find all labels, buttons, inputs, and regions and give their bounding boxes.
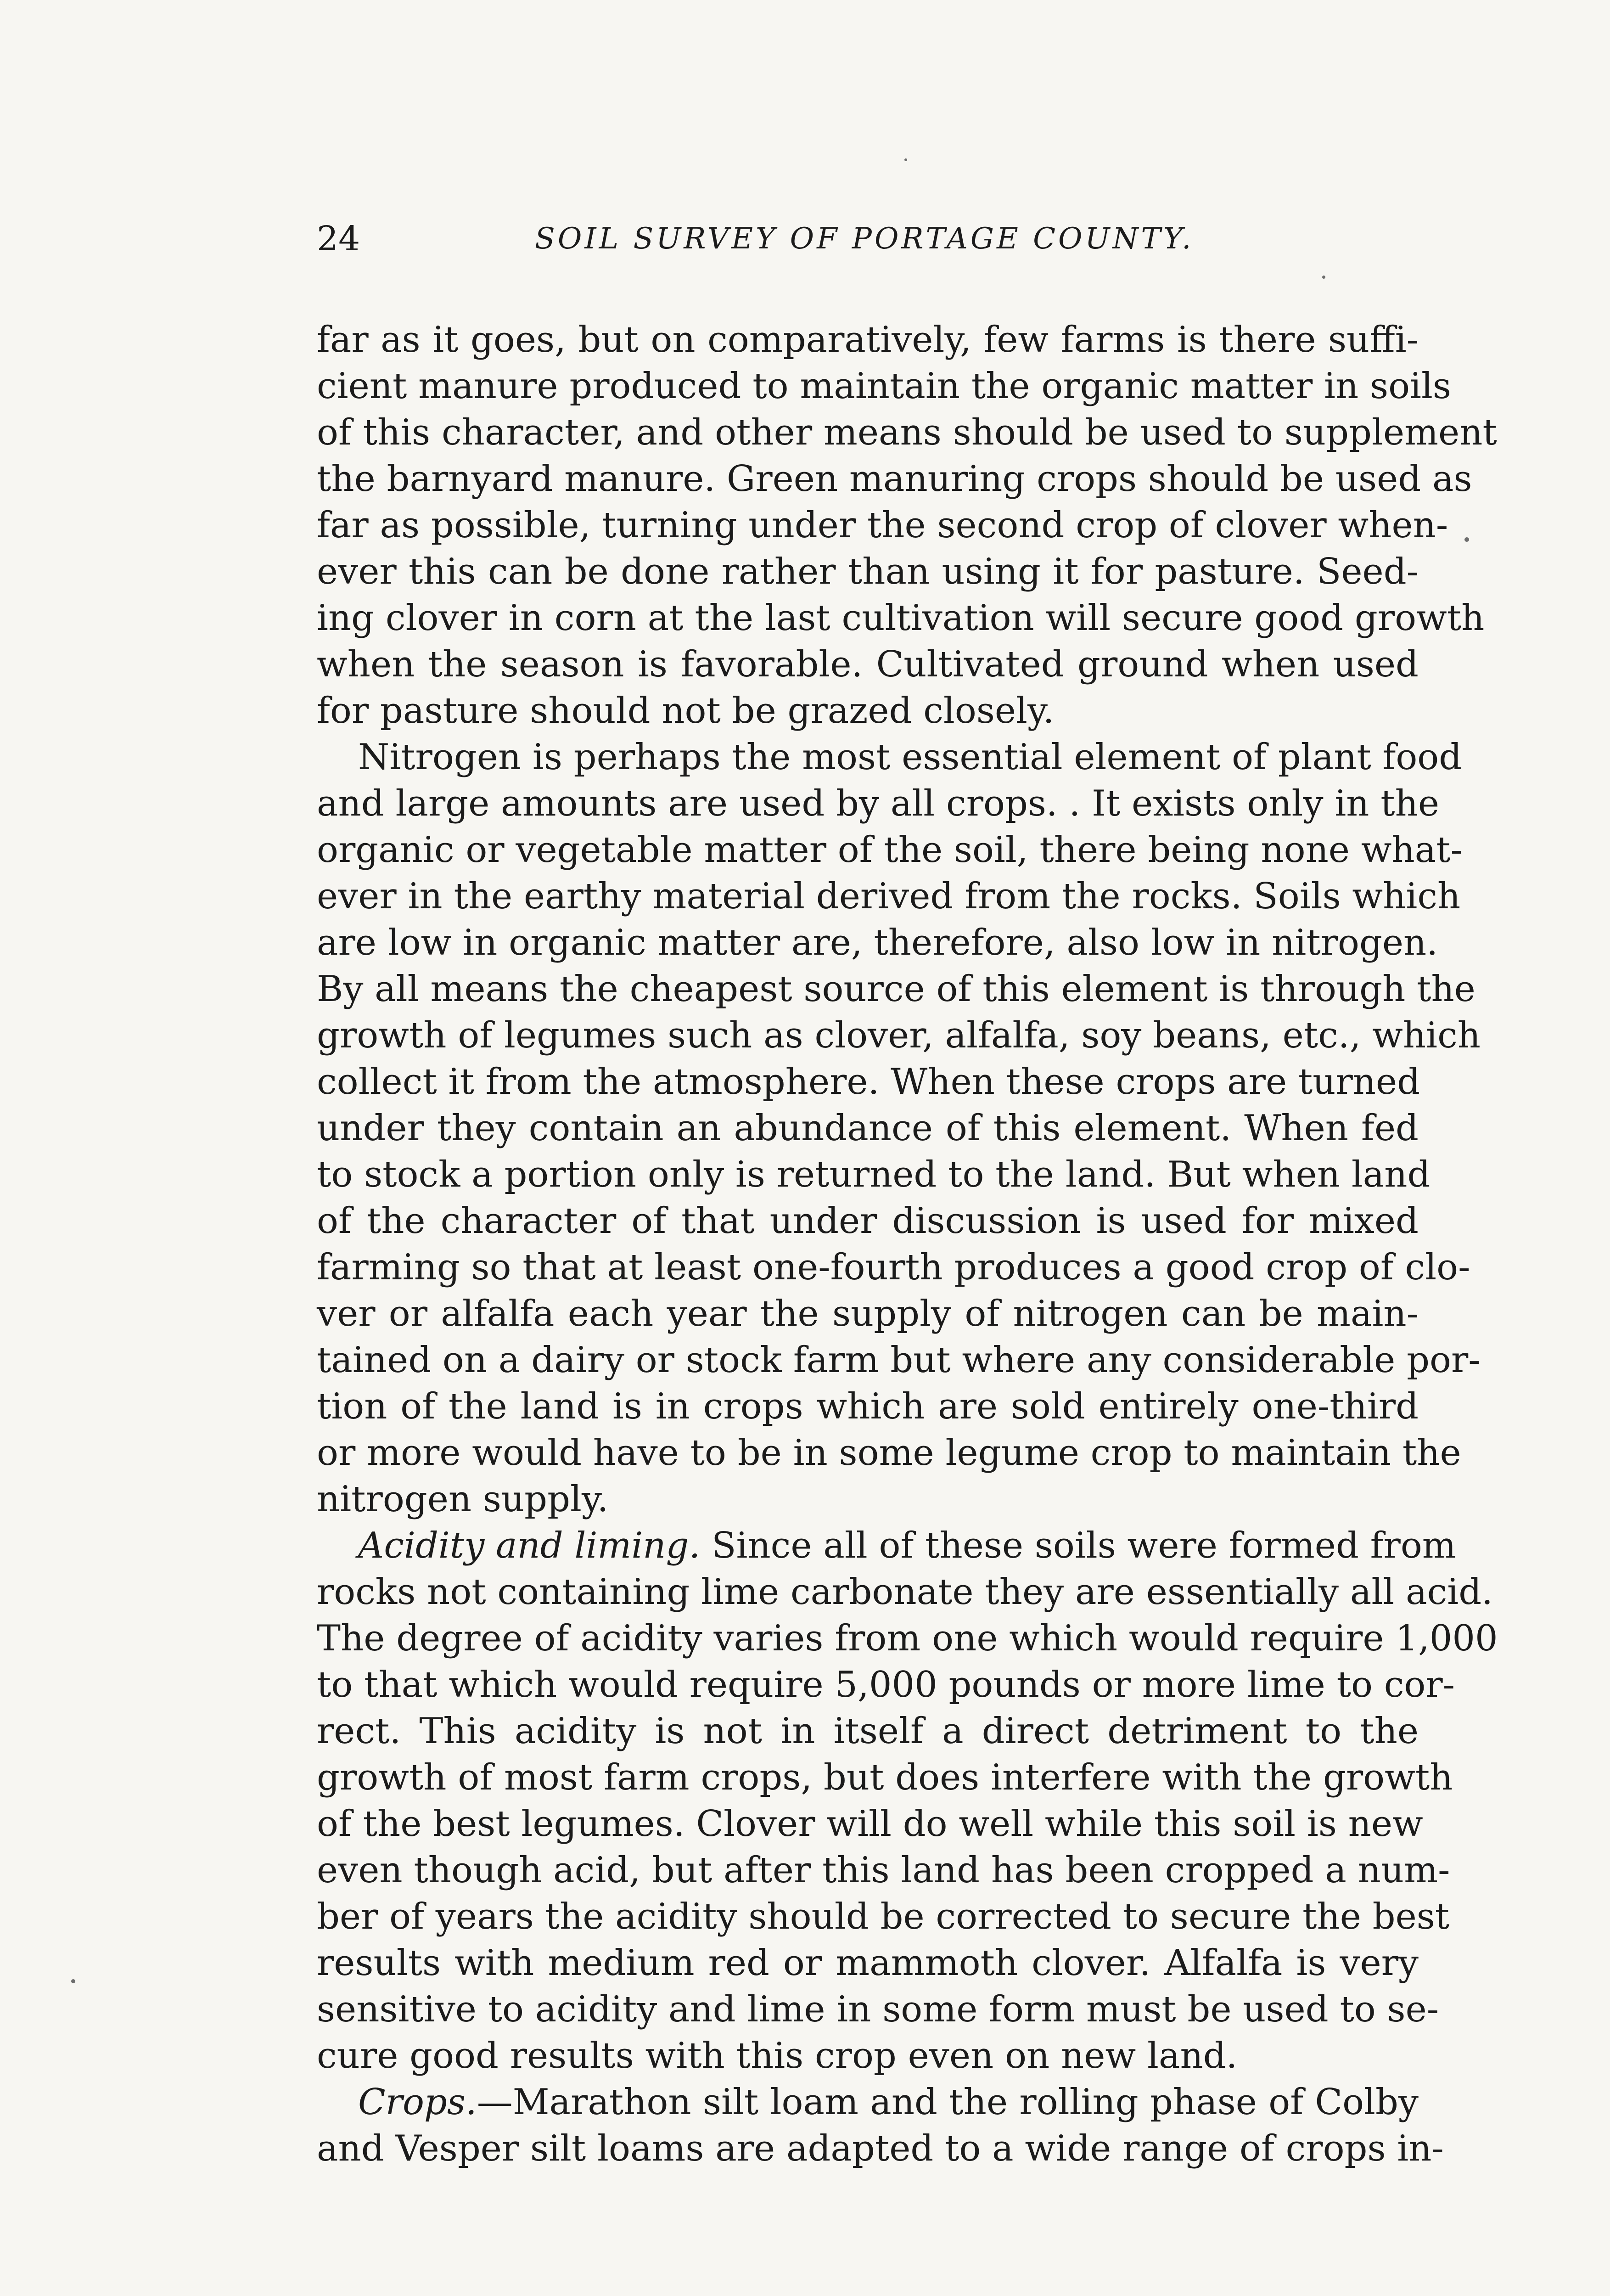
text-line: ver or alfalfa each year the supply of nitrogen can be main- xyxy=(317,1293,1419,1334)
text-line: growth of legumes such as clover, alfalfa, soy beans, etc., which xyxy=(317,1015,1481,1056)
text-line: far as possible, turning under the second crop of clover when- xyxy=(317,505,1448,546)
text-line: results with medium red or mammoth clover. Alfalfa is very xyxy=(317,1942,1419,1984)
text-line: Nitrogen is perhaps the most essential element of plant food xyxy=(358,737,1462,778)
crops-first-line-text: —Marathon silt loam and the rolling phase of Colby xyxy=(477,2082,1419,2123)
text-line: for pasture should not be grazed closely. xyxy=(317,690,1055,732)
text-line: cure good results with this crop even on new land. xyxy=(317,2035,1238,2077)
text-line: sensitive to acidity and lime in some form must be used to se- xyxy=(317,1989,1439,2030)
scan-speck xyxy=(71,1979,75,1983)
acidity-first-line xyxy=(317,1523,1456,1569)
text-line: organic or vegetable matter of the soil, there being none what- xyxy=(317,829,1463,871)
acidity-heading: Acidity and liming. xyxy=(358,1525,701,1566)
crops-heading: Crops. xyxy=(358,2082,477,2123)
text-line: collect it from the atmosphere. When these crops are turned xyxy=(317,1061,1420,1103)
text-line: The degree of acidity varies from one which would require 1,000 xyxy=(317,1618,1498,1659)
running-head xyxy=(317,216,1419,271)
text-line: ber of years the acidity should be corrected to secure the best xyxy=(317,1896,1450,1937)
text-line: tained on a dairy or stock farm but where any considerable por- xyxy=(317,1339,1481,1381)
scan-speck xyxy=(1464,537,1469,542)
text-line: to that which would require 5,000 pounds or more lime to cor- xyxy=(317,1664,1455,1705)
running-title: SOIL SURVEY OF PORTAGE COUNTY. xyxy=(535,222,1194,256)
text-line: to stock a portion only is returned to the land. But when land xyxy=(317,1154,1430,1195)
text-line: the barnyard manure. Green manuring crops should be used as xyxy=(317,458,1472,500)
text-line: cient manure produced to maintain the organic matter in soils xyxy=(317,366,1451,407)
acidity-first-line-text: Since all of these soils were formed from xyxy=(712,1525,1456,1566)
text-line: under they contain an abundance of this element. When fed xyxy=(317,1108,1419,1149)
text-line: farming so that at least one-fourth produces a good crop of clo- xyxy=(317,1247,1470,1288)
text-line: far as it goes, but on comparatively, few farms is there suffi- xyxy=(317,319,1419,360)
text-line: when the season is favorable. Cultivated ground when used xyxy=(317,644,1419,685)
text-line: nitrogen supply. xyxy=(317,1479,609,1520)
text-line: tion of the land is in crops which are sold entirely one-third xyxy=(317,1386,1419,1427)
text-line: even though acid, but after this land has been cropped a num- xyxy=(317,1850,1450,1891)
scan-speck xyxy=(904,158,907,161)
text-line: ever this can be done rather than using it for pasture. Seed- xyxy=(317,551,1419,592)
text-line: are low in organic matter are, therefore, also low in nitrogen. xyxy=(317,922,1438,963)
text-line: and Vesper silt loams are adapted to a wide range of crops in- xyxy=(317,2128,1444,2169)
text-line: of the character of that under discussion is used for mixed xyxy=(317,1200,1419,1242)
crops-first-line xyxy=(317,2079,1419,2126)
text-line: By all means the cheapest source of this element is through the xyxy=(317,968,1475,1010)
text-line: ever in the earthy material derived from the rocks. Soils which xyxy=(317,876,1461,917)
body-text xyxy=(317,317,1498,2172)
text-line: growth of most farm crops, but does interfere with the growth xyxy=(317,1757,1453,1798)
text-line: of this character, and other means should be used to supplement xyxy=(317,412,1497,453)
text-line: of the best legumes. Clover will do well while this soil is new xyxy=(317,1803,1423,1845)
text-line: or more would have to be in some legume crop to maintain the xyxy=(317,1432,1461,1474)
text-line: ing clover in corn at the last cultivation will secure good growth xyxy=(317,597,1485,639)
text-line: rect. This acidity is not in itself a direct detriment to the xyxy=(317,1711,1419,1752)
text-line: and large amounts are used by all crops. . It exists only in the xyxy=(317,783,1440,824)
scan-speck xyxy=(1322,276,1325,279)
text-line: rocks not containing lime carbonate they are essentially all acid. xyxy=(317,1571,1493,1613)
page-number: 24 xyxy=(317,219,360,259)
